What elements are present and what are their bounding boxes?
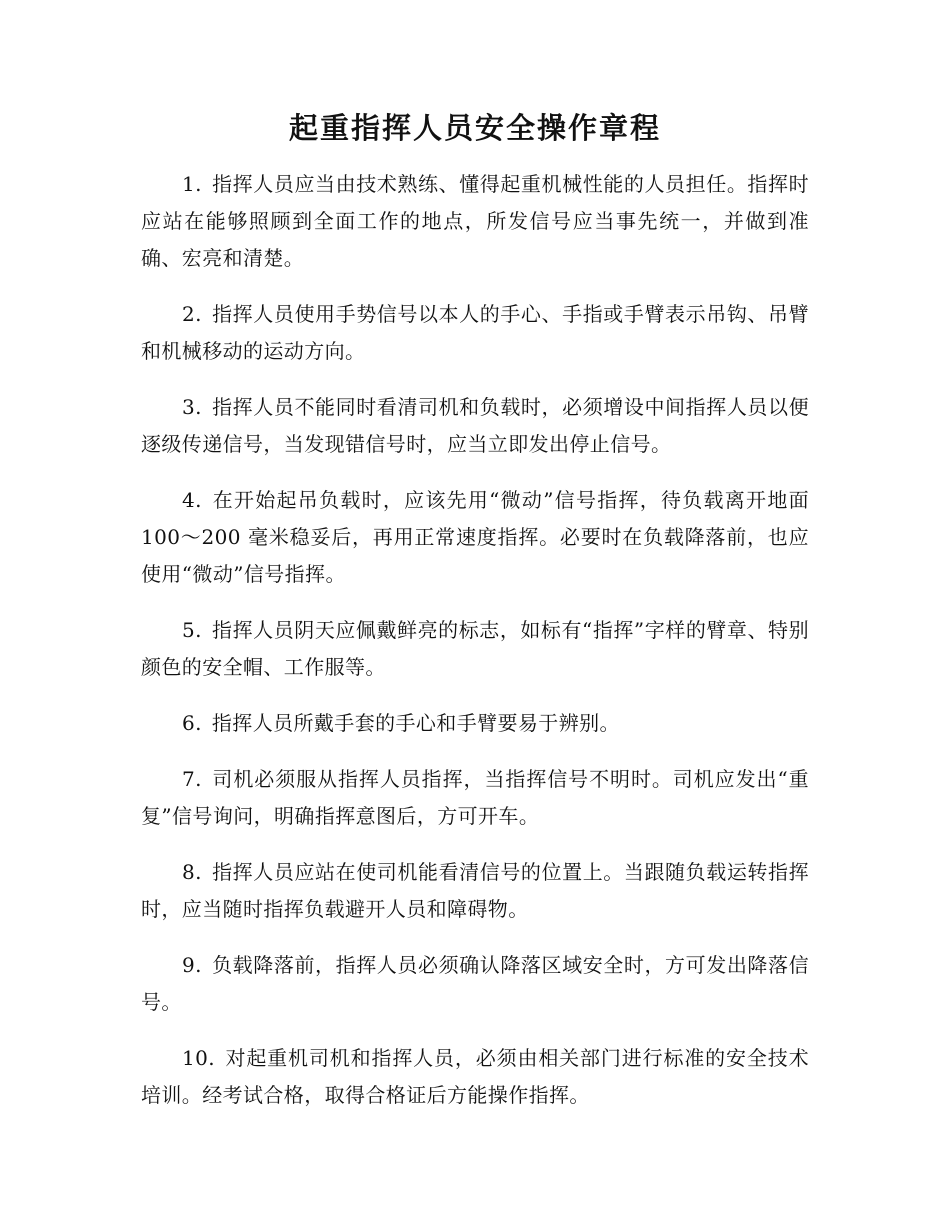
rule-number: 5. — [182, 618, 202, 642]
rule-number: 8. — [182, 860, 202, 884]
rule-item-3 — [141, 389, 809, 463]
rule-item-4 — [141, 482, 809, 593]
rule-number: 1. — [182, 172, 202, 196]
rule-number: 7. — [182, 767, 202, 791]
rule-number: 2. — [182, 302, 202, 326]
rule-item-5 — [141, 612, 809, 686]
rule-text: 指挥人员不能同时看清司机和负载时，必须增设中间指挥人员以便逐级传递信号，当发现错信号时，应当立即发出停止信号。 — [141, 395, 809, 456]
rule-number: 4. — [182, 488, 202, 512]
document-body — [141, 166, 809, 1133]
rule-text: 指挥人员使用手势信号以本人的手心、手指或手臂表示吊钩、吊臂和机械移动的运动方向。 — [141, 302, 809, 363]
rule-number: 9. — [182, 953, 202, 977]
rule-item-8 — [141, 854, 809, 928]
rule-text: 指挥人员阴天应佩戴鲜亮的标志，如标有“指挥”字样的臂章、特别颜色的安全帽、工作服等。 — [141, 618, 809, 679]
rule-item-1 — [141, 166, 809, 277]
rule-text: 对起重机司机和指挥人员，必须由相关部门进行标准的安全技术培训。经考试合格，取得合格证后方能操作指挥。 — [141, 1046, 809, 1107]
rule-number: 6. — [182, 711, 202, 735]
rule-item-9 — [141, 947, 809, 1021]
rule-item-6 — [141, 705, 809, 742]
rule-item-10 — [141, 1040, 809, 1114]
document-title: 起重指挥人员安全操作章程 — [288, 111, 661, 145]
rule-text: 指挥人员应站在使司机能看清信号的位置上。当跟随负载运转指挥时，应当随时指挥负载避开人员和障碍物。 — [141, 860, 809, 921]
rule-number: 10. — [182, 1046, 216, 1070]
rule-text: 指挥人员应当由技术熟练、懂得起重机械性能的人员担任。指挥时应站在能够照顾到全面工作的地点，所发信号应当事先统一，并做到准确、宏亮和清楚。 — [141, 172, 809, 270]
rule-text: 负载降落前，指挥人员必须确认降落区域安全时，方可发出降落信号。 — [141, 953, 809, 1014]
rule-number: 3. — [182, 395, 202, 419]
rule-item-7 — [141, 761, 809, 835]
rule-text: 在开始起吊负载时，应该先用“微动”信号指挥，待负载离开地面 100～200 毫米稳妥后，再用正常速度指挥。必要时在负载降落前，也应使用“微动”信号指挥。 — [141, 488, 809, 586]
rule-item-2 — [141, 296, 809, 370]
rule-text: 指挥人员所戴手套的手心和手臂要易于辨别。 — [211, 711, 620, 735]
rule-text: 司机必须服从指挥人员指挥，当指挥信号不明时。司机应发出“重复”信号询问，明确指挥意图后，方可开车。 — [141, 767, 809, 828]
